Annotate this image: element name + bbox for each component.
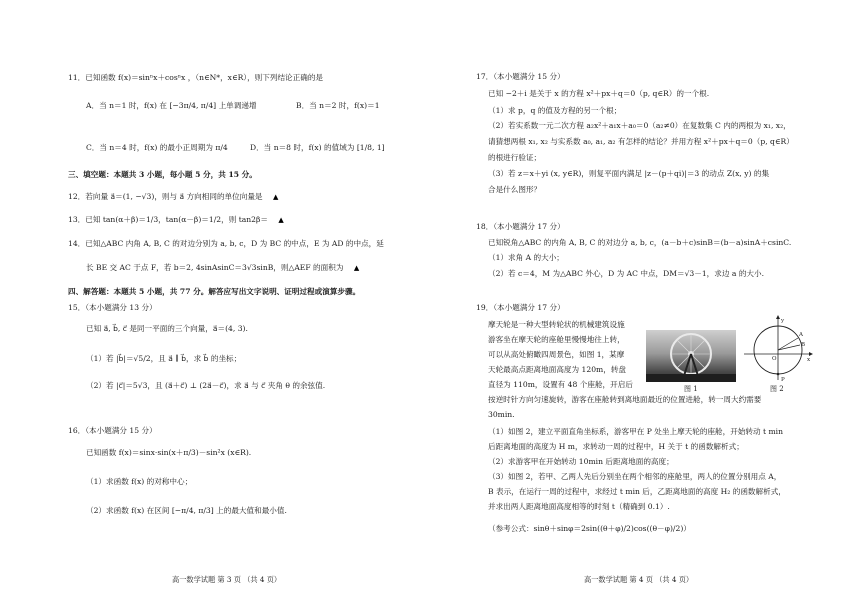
- q17-stem: 已知 −2＋i 是关于 x 的方程 x²＋px＋q＝0（p, q∈R）的一个根.: [488, 89, 710, 98]
- q16-head: 16．（本小题满分 15 分）: [68, 426, 157, 435]
- q16-part1: （1）求函数 f(x) 的对称中心；: [86, 477, 193, 486]
- q19-line3: 可以从高处俯瞰四周景色，如图 1，某摩: [488, 350, 625, 359]
- figure2-caption: 图 2: [770, 385, 784, 393]
- q19-part1-line1: （1）如图 2，建立平面直角坐标系，游客甲在 P 处坐上摩天轮的座舱，开始转动 t min: [488, 427, 784, 436]
- q11-option-c: C．当 n＝4 时，f(x) 的最小正周期为 π/4: [86, 143, 228, 152]
- q19-line4: 天轮最高点距离地面高度为 120m，转盘: [488, 365, 627, 374]
- q16-part2: （2）求函数 f(x) 在区间 [−π/4, π/3] 上的最大值和最小值.: [86, 506, 287, 515]
- section3-title: 三、填空题：本题共 3 小题，每小题 5 分，共 15 分。: [68, 170, 257, 179]
- blank-marker: ▲: [353, 264, 360, 272]
- q11-option-a: A．当 n＝1 时，f(x) 在 [−3π/4, π/4] 上单调递增: [86, 101, 257, 110]
- q19-part3-line3: 并求出两人距离地面高度相等的时刻 t（精确到 0.1）.: [488, 502, 670, 511]
- q19-head: 19．（本小题满分 17 分）: [476, 303, 565, 312]
- q15-part2: （2）若 |c⃗|＝5√3，且 (a⃗＋c⃗) ⊥ (2a⃗－c⃗)，求 a⃗ 与 c⃗ 夹角 θ 的余弦值.: [86, 381, 326, 390]
- figure1-caption: 图 1: [684, 385, 698, 393]
- q17-part2-line2: 请猜想两根 x₁, x₂ 与实系数 a₀, a₁, a₂ 有怎样的结论？并用方程 x²＋px＋q＝0（p, q∈R）: [488, 137, 794, 146]
- q11-option-d: D．当 n＝8 时，f(x) 的值域为 [1/8, 1]: [250, 143, 385, 152]
- q14-line2: 长 BE 交 AC 于点 F，若 b＝2, 4sinAsinC＝3√3sinB，则△AEF 的面积为 ▲: [86, 263, 360, 272]
- blank-marker: ▲: [272, 193, 279, 201]
- q17-part1: （1）求 p，q 的值及方程的另一个根；: [488, 106, 622, 115]
- ferris-wheel-icon: [646, 330, 736, 382]
- q18-part2: （2）若 c＝4，M 为△ABC 外心，D 为 AC 中点，DM＝√3－1，求边 a 的大小.: [488, 269, 765, 278]
- q19-line6: 按逆时针方向匀速旋转，游客在座舱转到离地面最近的位置进舱，转一周大约需要: [488, 395, 762, 404]
- ferris-wheel-photo: [646, 330, 736, 382]
- q19-reference-formula: （参考公式：sinθ＋sinφ＝2sin((θ＋φ)/2)cos((θ－φ)/2)）: [488, 524, 691, 533]
- section4-title: 四、解答题：本题共 5 小题，共 77 分。解答应写出文字说明、证明过程或演算步骤。: [68, 287, 361, 296]
- blank-marker: ▲: [278, 216, 284, 224]
- q15-head: 15．（本小题满分 13 分）: [68, 303, 157, 312]
- q17-part2-line3: 的根进行验证；: [488, 153, 542, 162]
- q15-part1: （1）若 |b⃗|＝√5/2，且 a⃗ ∥ b⃗，求 b⃗ 的坐标；: [86, 354, 242, 363]
- fig2-label-a: A: [799, 332, 803, 338]
- q11-option-b: B．当 n＝2 时，f(x)＝1: [296, 101, 380, 110]
- q19-line2: 游客坐在摩天轮的座舱里慢慢地往上转，: [488, 335, 625, 344]
- q19-part2: （2）求游客甲在开始转动 10min 后距离地面的高度；: [488, 457, 674, 466]
- q12: 12．若向量 a⃗＝(1, −√3)，则与 a⃗ 方向相同的单位向量是 ▲: [68, 192, 279, 201]
- figure2-diagram: [742, 314, 814, 384]
- q14-line1: 14．已知△ABC 内角 A, B, C 的对边分别为 a, b, c，D 为 BC 的中点，E 为 AD 的中点，延: [68, 239, 384, 248]
- q17-part2-line1: （2）若实系数一元二次方程 a₂x²＋a₁x＋a₀＝0（a₂≠0）在复数集 C 内的两根为 x₁, x₂，: [488, 121, 791, 130]
- q19-line7: 30min.: [488, 410, 515, 419]
- fig2-label-o: O: [772, 356, 777, 362]
- right-footer: 高一数学试题 第 4 页 （共 4 页）: [584, 575, 694, 584]
- fig2-label-x: x: [807, 357, 811, 363]
- left-footer: 高一数学试题 第 3 页 （共 4 页）: [172, 575, 282, 584]
- q16-stem: 已知函数 f(x)＝sinx·sin(x＋π/3)－sin²x (x∈R).: [86, 448, 252, 457]
- fig2-label-p: P: [781, 377, 785, 383]
- q19-part3-line1: （3）如图 2，若甲、乙两人先后分别坐在两个相邻的座舱里，两人的位置分别用点 A，: [488, 472, 782, 481]
- fig2-label-y: y: [781, 318, 785, 324]
- right-page: [430, 0, 860, 609]
- q17-part3-line2: 合是什么图形？: [488, 185, 542, 194]
- q18-stem: 已知锐角△ABC 的内角 A, B, C 的对边分 a, b, c，(a－b＋c)sinB＝(b－a)sinA＋csinC.: [488, 238, 792, 247]
- q17-part3-line1: （3）若 z＝x＋yi (x, y∈R)，则复平面内满足 |z－(p＋qi)|＝3 的动点 Z(x, y) 的集: [488, 169, 770, 178]
- q17-head: 17．（本小题满分 15 分）: [476, 72, 565, 81]
- q19-line1: 摩天轮是一种大型转轮状的机械建筑设施: [488, 320, 625, 329]
- fig2-label-b: B: [801, 342, 806, 348]
- q18-part1: （1）求角 A 的大小；: [488, 253, 564, 262]
- q13: 13．已知 tan(α＋β)＝1/3，tan(α－β)＝1/2，则 tan2β＝ ▲: [68, 215, 284, 224]
- q11-stem: 11．已知函数 f(x)＝sinⁿx＋cosⁿx ，（n∈N*，x∈R），则下列结论正确的是: [68, 73, 324, 82]
- q18-head: 18．（本小题满分 17 分）: [476, 222, 565, 231]
- q19-part1-line2: 后距离地面的高度为 H m，求转动一周的过程中，H 关于 t 的函数解析式；: [488, 442, 744, 451]
- q15-stem: 已知 a⃗, b⃗, c⃗ 是同一平面的三个向量，a⃗＝(4, 3).: [86, 324, 248, 333]
- q19-line5: 直径为 110m，设置有 48 个座舱，开启后: [488, 380, 633, 389]
- q19-part3-line2: B 表示，在运行一周的过程中，求经过 t min 后，乙距离地面的高度 H₂ 的函数解析式，: [488, 487, 786, 496]
